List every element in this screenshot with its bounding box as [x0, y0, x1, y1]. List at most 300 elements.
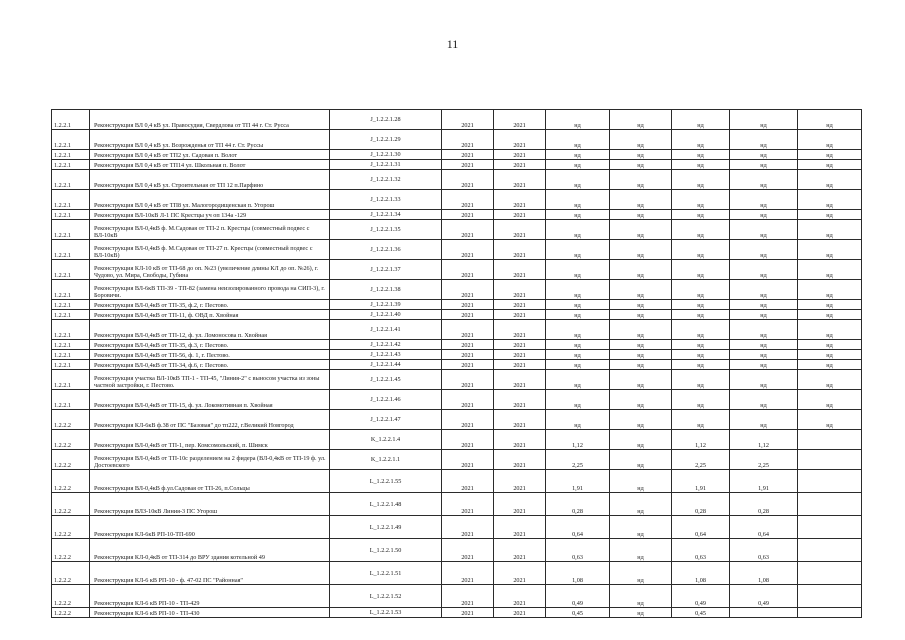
table-row [52, 350, 862, 360]
cell-value-3: нд [672, 110, 730, 130]
cell-value-3: нд [672, 390, 730, 410]
cell-value-5: нд [798, 170, 862, 190]
cell-year-start: 2021 [442, 280, 494, 300]
cell-year-start: 2021 [442, 430, 494, 450]
cell-project-code: J_1.2.2.1.39 [330, 300, 442, 310]
cell-year-start: 2021 [442, 190, 494, 210]
cell-value-1: нд [546, 220, 610, 240]
cell-value-1: 2,25 [546, 450, 610, 470]
cell-value-2: нд [610, 608, 672, 618]
cell-project-code: L_1.2.2.1.49 [330, 516, 442, 539]
cell-year-start: 2021 [442, 150, 494, 160]
cell-item-id: 1.2.2.1 [52, 370, 90, 390]
cell-value-1: 1,91 [546, 470, 610, 493]
cell-description: Реконструкция ВЛ-0,4кВ от ТП-10с разделением на 2 фидера (ВЛ-0,4кВ от ТП-19 ф. ул. Достоевского [90, 450, 330, 470]
cell-project-code: J_1.2.2.1.34 [330, 210, 442, 220]
cell-value-2: нд [610, 110, 672, 130]
cell-value-4 [730, 608, 798, 618]
table-row [52, 585, 862, 608]
cell-description: Реконструкция ВЛ-0,4кВ от ТП-12, ф. ул. Ломоносова п. Хвойная [90, 320, 330, 340]
cell-item-id: 1.2.2.1 [52, 310, 90, 320]
cell-value-5 [798, 608, 862, 618]
cell-value-1: нд [546, 410, 610, 430]
cell-item-id: 1.2.2.2 [52, 470, 90, 493]
table-row [52, 320, 862, 340]
cell-value-1: 0,63 [546, 539, 610, 562]
cell-value-2: нд [610, 410, 672, 430]
cell-value-4: 0,49 [730, 585, 798, 608]
cell-value-4: нд [730, 360, 798, 370]
cell-description: Реконструкция ВЛ-6кВ ТП-39 - ТП-82 (замена неизолированного провода на СИП-3), г. Боровичи. [90, 280, 330, 300]
cell-value-5: нд [798, 320, 862, 340]
cell-value-2: нд [610, 390, 672, 410]
cell-value-5: нд [798, 410, 862, 430]
cell-item-id: 1.2.2.1 [52, 300, 90, 310]
cell-value-2: нд [610, 240, 672, 260]
cell-value-3: нд [672, 310, 730, 320]
cell-value-1: нд [546, 350, 610, 360]
cell-item-id: 1.2.2.2 [52, 450, 90, 470]
cell-year-end: 2021 [494, 370, 546, 390]
cell-value-2: нд [610, 370, 672, 390]
cell-value-1: нд [546, 110, 610, 130]
cell-value-5 [798, 470, 862, 493]
cell-item-id: 1.2.2.1 [52, 280, 90, 300]
cell-year-end: 2021 [494, 360, 546, 370]
table-row [52, 280, 862, 300]
cell-item-id: 1.2.2.1 [52, 390, 90, 410]
cell-description: Реконструкция ВЛ 0,4 кВ от ТП8 ул. Малогородищенская п. Угорош [90, 190, 330, 210]
table-row [52, 310, 862, 320]
cell-description: Реконструкция КЛ-6 кВ РП-10 - ф. 47-02 ПС "Районная" [90, 562, 330, 585]
cell-item-id: 1.2.2.1 [52, 350, 90, 360]
cell-project-code: J_1.2.2.1.38 [330, 280, 442, 300]
cell-description: Реконструкция КЛ-10 кВ от ТП-68 до оп. №23 (увеличение длины КЛ до оп. №26), г. Чудово, ул. Мира, Свободы, Губина [90, 260, 330, 280]
cell-item-id: 1.2.2.2 [52, 410, 90, 430]
cell-item-id: 1.2.2.1 [52, 160, 90, 170]
cell-value-5: нд [798, 310, 862, 320]
cell-value-2: нд [610, 360, 672, 370]
cell-value-4: нд [730, 310, 798, 320]
cell-value-3: нд [672, 410, 730, 430]
cell-year-start: 2021 [442, 310, 494, 320]
cell-value-2: нд [610, 340, 672, 350]
cell-value-2: нд [610, 260, 672, 280]
cell-description: Реконструкция участка ВЛ-10кВ ТП-1 - ТП-45, "Линия-2" с выносом участка из зоны частной застройки, г. Пестово. [90, 370, 330, 390]
cell-value-2: нд [610, 160, 672, 170]
cell-value-3: нд [672, 350, 730, 360]
cell-value-5 [798, 493, 862, 516]
cell-value-4: 1,12 [730, 430, 798, 450]
cell-description: Реконструкция ВЛЗ-10кВ Линия-3 ПС Угорош [90, 493, 330, 516]
cell-year-end: 2021 [494, 130, 546, 150]
cell-value-4: 0,64 [730, 516, 798, 539]
cell-value-4: 0,28 [730, 493, 798, 516]
cell-value-5 [798, 562, 862, 585]
cell-value-3: нд [672, 360, 730, 370]
cell-value-3: 0,28 [672, 493, 730, 516]
cell-value-2: нд [610, 430, 672, 450]
cell-value-5: нд [798, 130, 862, 150]
cell-year-start: 2021 [442, 562, 494, 585]
cell-project-code: J_1.2.2.1.44 [330, 360, 442, 370]
cell-item-id: 1.2.2.2 [52, 493, 90, 516]
cell-value-1: нд [546, 190, 610, 210]
page-number: 11 [446, 37, 459, 51]
cell-value-4: нд [730, 300, 798, 310]
cell-year-start: 2021 [442, 320, 494, 340]
cell-item-id: 1.2.2.1 [52, 320, 90, 340]
cell-project-code: L_1.2.2.1.50 [330, 539, 442, 562]
cell-item-id: 1.2.2.2 [52, 608, 90, 618]
cell-value-2: нд [610, 350, 672, 360]
cell-value-4: нд [730, 260, 798, 280]
table-row [52, 470, 862, 493]
cell-year-end: 2021 [494, 190, 546, 210]
cell-value-1: 0,45 [546, 608, 610, 618]
cell-value-4: нд [730, 110, 798, 130]
cell-description: Реконструкция ВЛ-0,4кВ ф.ул.Садовая от ТП-26, п.Сольцы [90, 470, 330, 493]
cell-value-4: нд [730, 240, 798, 260]
cell-project-code: J_1.2.2.1.47 [330, 410, 442, 430]
cell-value-2: нд [610, 450, 672, 470]
cell-value-5: нд [798, 260, 862, 280]
cell-year-end: 2021 [494, 220, 546, 240]
cell-value-2: нд [610, 562, 672, 585]
cell-description: Реконструкция ВЛ 0,4 кВ ул. Правосудия, Свердлова от ТП 44 г. Ст. Русса [90, 110, 330, 130]
cell-item-id: 1.2.2.1 [52, 170, 90, 190]
cell-year-start: 2021 [442, 240, 494, 260]
cell-project-code: K_1.2.2.1.4 [330, 430, 442, 450]
cell-year-end: 2021 [494, 562, 546, 585]
cell-year-start: 2021 [442, 450, 494, 470]
cell-project-code: J_1.2.2.1.40 [330, 310, 442, 320]
cell-value-3: 0,63 [672, 539, 730, 562]
cell-value-1: нд [546, 390, 610, 410]
cell-year-end: 2021 [494, 240, 546, 260]
cell-year-end: 2021 [494, 170, 546, 190]
cell-year-start: 2021 [442, 350, 494, 360]
cell-value-3: 1,08 [672, 562, 730, 585]
cell-value-3: нд [672, 280, 730, 300]
cell-year-start: 2021 [442, 608, 494, 618]
table-row [52, 516, 862, 539]
cell-value-3: нд [672, 320, 730, 340]
cell-year-start: 2021 [442, 220, 494, 240]
cell-year-start: 2021 [442, 585, 494, 608]
cell-value-5: нд [798, 210, 862, 220]
cell-description: Реконструкция ВЛ-0,4кВ от ТП-15, ф. ул. Локомотивная п. Хвойная [90, 390, 330, 410]
cell-project-code: J_1.2.2.1.37 [330, 260, 442, 280]
cell-year-end: 2021 [494, 300, 546, 310]
cell-value-3: нд [672, 190, 730, 210]
cell-value-2: нд [610, 493, 672, 516]
cell-project-code: J_1.2.2.1.31 [330, 160, 442, 170]
cell-value-2: нд [610, 170, 672, 190]
table-row [52, 340, 862, 350]
cell-year-end: 2021 [494, 310, 546, 320]
cell-item-id: 1.2.2.1 [52, 210, 90, 220]
cell-value-2: нд [610, 516, 672, 539]
cell-year-start: 2021 [442, 260, 494, 280]
cell-value-2: нд [610, 220, 672, 240]
cell-year-start: 2021 [442, 410, 494, 430]
cell-project-code: L_1.2.2.1.48 [330, 493, 442, 516]
cell-value-4: нд [730, 150, 798, 160]
cell-value-2: нд [610, 320, 672, 340]
cell-year-start: 2021 [442, 130, 494, 150]
cell-value-5 [798, 539, 862, 562]
cell-value-3: нд [672, 150, 730, 160]
cell-item-id: 1.2.2.2 [52, 585, 90, 608]
cell-value-4: нд [730, 320, 798, 340]
cell-description: Реконструкция ВЛ-0,4кВ от ТП-35, ф.2, г. Пестово. [90, 300, 330, 310]
cell-description: Реконструкция КЛ-6кВ ф.38 от ПС "Базовая" до тп222, г.Великий Новгород [90, 410, 330, 430]
cell-year-end: 2021 [494, 585, 546, 608]
cell-year-end: 2021 [494, 493, 546, 516]
cell-value-2: нд [610, 310, 672, 320]
cell-description: Реконструкция ВЛ 0,4 кВ от ТП14 ул. Школьная п. Волот [90, 160, 330, 170]
cell-value-1: нд [546, 340, 610, 350]
table-row [52, 360, 862, 370]
cell-item-id: 1.2.2.2 [52, 516, 90, 539]
cell-value-5: нд [798, 150, 862, 160]
cell-year-end: 2021 [494, 350, 546, 360]
table-row [52, 260, 862, 280]
cell-year-end: 2021 [494, 450, 546, 470]
cell-value-2: нд [610, 210, 672, 220]
table-row [52, 160, 862, 170]
register-body [52, 110, 862, 618]
cell-project-code: L_1.2.2.1.51 [330, 562, 442, 585]
cell-project-code: J_1.2.2.1.35 [330, 220, 442, 240]
table-row [52, 130, 862, 150]
cell-description: Реконструкция ВЛ-0,4кВ ф. М.Садовая от ТП-2 п. Крестцы (совместный подвес с ВЛ-10кВ [90, 220, 330, 240]
cell-item-id: 1.2.2.1 [52, 110, 90, 130]
cell-value-1: нд [546, 150, 610, 160]
cell-value-5 [798, 430, 862, 450]
cell-year-end: 2021 [494, 150, 546, 160]
table-row [52, 190, 862, 210]
cell-value-3: нд [672, 300, 730, 310]
cell-value-3: нд [672, 160, 730, 170]
table-row [52, 608, 862, 618]
cell-value-3: нд [672, 260, 730, 280]
cell-value-3: 2,25 [672, 450, 730, 470]
cell-project-code: J_1.2.2.1.32 [330, 170, 442, 190]
cell-description: Реконструкция ВЛ 0,4 кВ ул. Возрожденья от ТП 44 г. Ст. Руссы [90, 130, 330, 150]
cell-year-end: 2021 [494, 280, 546, 300]
cell-value-1: нд [546, 130, 610, 150]
cell-value-2: нд [610, 190, 672, 210]
cell-value-3: 0,49 [672, 585, 730, 608]
cell-year-end: 2021 [494, 210, 546, 220]
cell-value-2: нд [610, 470, 672, 493]
cell-year-start: 2021 [442, 493, 494, 516]
cell-value-5: нд [798, 110, 862, 130]
cell-project-code: L_1.2.2.1.52 [330, 585, 442, 608]
cell-year-start: 2021 [442, 340, 494, 350]
cell-description: Реконструкция ВЛ-0,4кВ от ТП-35, ф.3, г. Пестово. [90, 340, 330, 350]
cell-value-3: 1,91 [672, 470, 730, 493]
cell-value-3: нд [672, 210, 730, 220]
cell-value-4: 1,08 [730, 562, 798, 585]
cell-description: Реконструкция ВЛ 0,4 кВ от ТП2 ул. Садовая п. Волот [90, 150, 330, 160]
cell-description: Реконструкция ВЛ-0,4кВ от ТП-34, ф.6, г. Пестово. [90, 360, 330, 370]
cell-year-start: 2021 [442, 516, 494, 539]
cell-value-5: нд [798, 220, 862, 240]
cell-value-4: 2,25 [730, 450, 798, 470]
cell-value-5 [798, 585, 862, 608]
cell-item-id: 1.2.2.1 [52, 190, 90, 210]
cell-item-id: 1.2.2.2 [52, 539, 90, 562]
cell-value-3: нд [672, 340, 730, 350]
cell-item-id: 1.2.2.2 [52, 562, 90, 585]
cell-value-3: 0,45 [672, 608, 730, 618]
cell-value-5 [798, 450, 862, 470]
cell-year-end: 2021 [494, 608, 546, 618]
cell-value-1: нд [546, 170, 610, 190]
cell-project-code: J_1.2.2.1.36 [330, 240, 442, 260]
cell-project-code: J_1.2.2.1.28 [330, 110, 442, 130]
cell-project-code: L_1.2.2.1.55 [330, 470, 442, 493]
cell-project-code: J_1.2.2.1.29 [330, 130, 442, 150]
cell-year-start: 2021 [442, 210, 494, 220]
cell-value-4: нд [730, 220, 798, 240]
cell-value-5: нд [798, 190, 862, 210]
table-row [52, 430, 862, 450]
cell-description: Реконструкция КЛ-6 кВ РП-10 - ТП-430 [90, 608, 330, 618]
table-row [52, 450, 862, 470]
cell-item-id: 1.2.2.1 [52, 240, 90, 260]
cell-value-1: 0,64 [546, 516, 610, 539]
cell-item-id: 1.2.2.1 [52, 360, 90, 370]
cell-year-start: 2021 [442, 470, 494, 493]
cell-year-start: 2021 [442, 170, 494, 190]
cell-value-4: нд [730, 130, 798, 150]
cell-value-1: нд [546, 240, 610, 260]
cell-value-5: нд [798, 350, 862, 360]
cell-item-id: 1.2.2.2 [52, 430, 90, 450]
cell-description: Реконструкция ВЛ-0,4кВ от ТП-56, ф. 1, г. Пестово. [90, 350, 330, 360]
cell-value-3: нд [672, 220, 730, 240]
cell-year-end: 2021 [494, 260, 546, 280]
cell-value-5: нд [798, 370, 862, 390]
cell-value-1: нд [546, 300, 610, 310]
cell-value-2: нд [610, 280, 672, 300]
cell-year-start: 2021 [442, 300, 494, 310]
cell-value-1: нд [546, 210, 610, 220]
table-row [52, 170, 862, 190]
cell-description: Реконструкция ВЛ-10кВ Л-1 ПС Крестцы уч оп 134а -129 [90, 210, 330, 220]
cell-year-start: 2021 [442, 390, 494, 410]
cell-value-1: 1,08 [546, 562, 610, 585]
cell-value-1: 1,12 [546, 430, 610, 450]
table-row [52, 370, 862, 390]
cell-value-2: нд [610, 585, 672, 608]
cell-item-id: 1.2.2.1 [52, 130, 90, 150]
cell-description: Реконструкция КЛ-6кВ РП-10-ТП-690 [90, 516, 330, 539]
table-row [52, 220, 862, 240]
cell-value-1: нд [546, 360, 610, 370]
cell-project-code: L_1.2.2.1.53 [330, 608, 442, 618]
cell-value-5: нд [798, 300, 862, 310]
cell-year-end: 2021 [494, 110, 546, 130]
cell-year-end: 2021 [494, 516, 546, 539]
cell-value-5: нд [798, 390, 862, 410]
table-row [52, 539, 862, 562]
cell-year-start: 2021 [442, 110, 494, 130]
cell-value-4: нд [730, 370, 798, 390]
cell-value-4: нд [730, 350, 798, 360]
cell-year-end: 2021 [494, 430, 546, 450]
cell-project-code: J_1.2.2.1.43 [330, 350, 442, 360]
cell-value-2: нд [610, 150, 672, 160]
table-row [52, 390, 862, 410]
cell-value-3: нд [672, 240, 730, 260]
cell-project-code: J_1.2.2.1.41 [330, 320, 442, 340]
cell-value-2: нд [610, 300, 672, 310]
register-table [51, 109, 862, 618]
cell-value-4: нд [730, 210, 798, 220]
cell-project-code: K_1.2.2.1.1 [330, 450, 442, 470]
cell-year-end: 2021 [494, 340, 546, 350]
cell-value-3: 1,12 [672, 430, 730, 450]
cell-value-1: нд [546, 310, 610, 320]
cell-value-5: нд [798, 160, 862, 170]
cell-value-4: нд [730, 280, 798, 300]
cell-year-start: 2021 [442, 370, 494, 390]
cell-year-end: 2021 [494, 470, 546, 493]
cell-item-id: 1.2.2.1 [52, 340, 90, 350]
cell-project-code: J_1.2.2.1.42 [330, 340, 442, 350]
cell-project-code: J_1.2.2.1.46 [330, 390, 442, 410]
cell-value-1: нд [546, 320, 610, 340]
cell-value-1: 0,28 [546, 493, 610, 516]
cell-value-5: нд [798, 280, 862, 300]
cell-description: Реконструкция КЛ-6 кВ РП-10 - ТП-429 [90, 585, 330, 608]
cell-project-code: J_1.2.2.1.33 [330, 190, 442, 210]
cell-year-end: 2021 [494, 390, 546, 410]
cell-description: Реконструкция ВЛ-0,4кВ ф. М.Садовая от ТП-27 п. Крестцы (совместный подвес с ВЛ-10кВ) [90, 240, 330, 260]
cell-year-end: 2021 [494, 539, 546, 562]
cell-value-1: 0,49 [546, 585, 610, 608]
cell-value-4: нд [730, 170, 798, 190]
cell-project-code: J_1.2.2.1.45 [330, 370, 442, 390]
cell-value-1: нд [546, 280, 610, 300]
cell-value-3: нд [672, 130, 730, 150]
cell-description: Реконструкция ВЛ-0,4кВ от ТП-1, пер. Комсомольский, п. Шимск [90, 430, 330, 450]
cell-description: Реконструкция ВЛ-0,4кВ от ТП-11, ф. ОВД п. Хвойная [90, 310, 330, 320]
table-row [52, 240, 862, 260]
cell-value-2: нд [610, 539, 672, 562]
table-row [52, 110, 862, 130]
cell-value-5: нд [798, 340, 862, 350]
cell-year-end: 2021 [494, 320, 546, 340]
cell-value-4: нд [730, 390, 798, 410]
cell-value-3: 0,64 [672, 516, 730, 539]
cell-value-4: 1,91 [730, 470, 798, 493]
cell-value-4: нд [730, 340, 798, 350]
table-row [52, 150, 862, 160]
table-row [52, 410, 862, 430]
cell-year-start: 2021 [442, 360, 494, 370]
cell-value-3: нд [672, 170, 730, 190]
cell-description: Реконструкция ВЛ 0,4 кВ ул. Строительная от ТП 12 п.Парфино [90, 170, 330, 190]
cell-value-4: нд [730, 160, 798, 170]
cell-item-id: 1.2.2.1 [52, 220, 90, 240]
table-row [52, 493, 862, 516]
